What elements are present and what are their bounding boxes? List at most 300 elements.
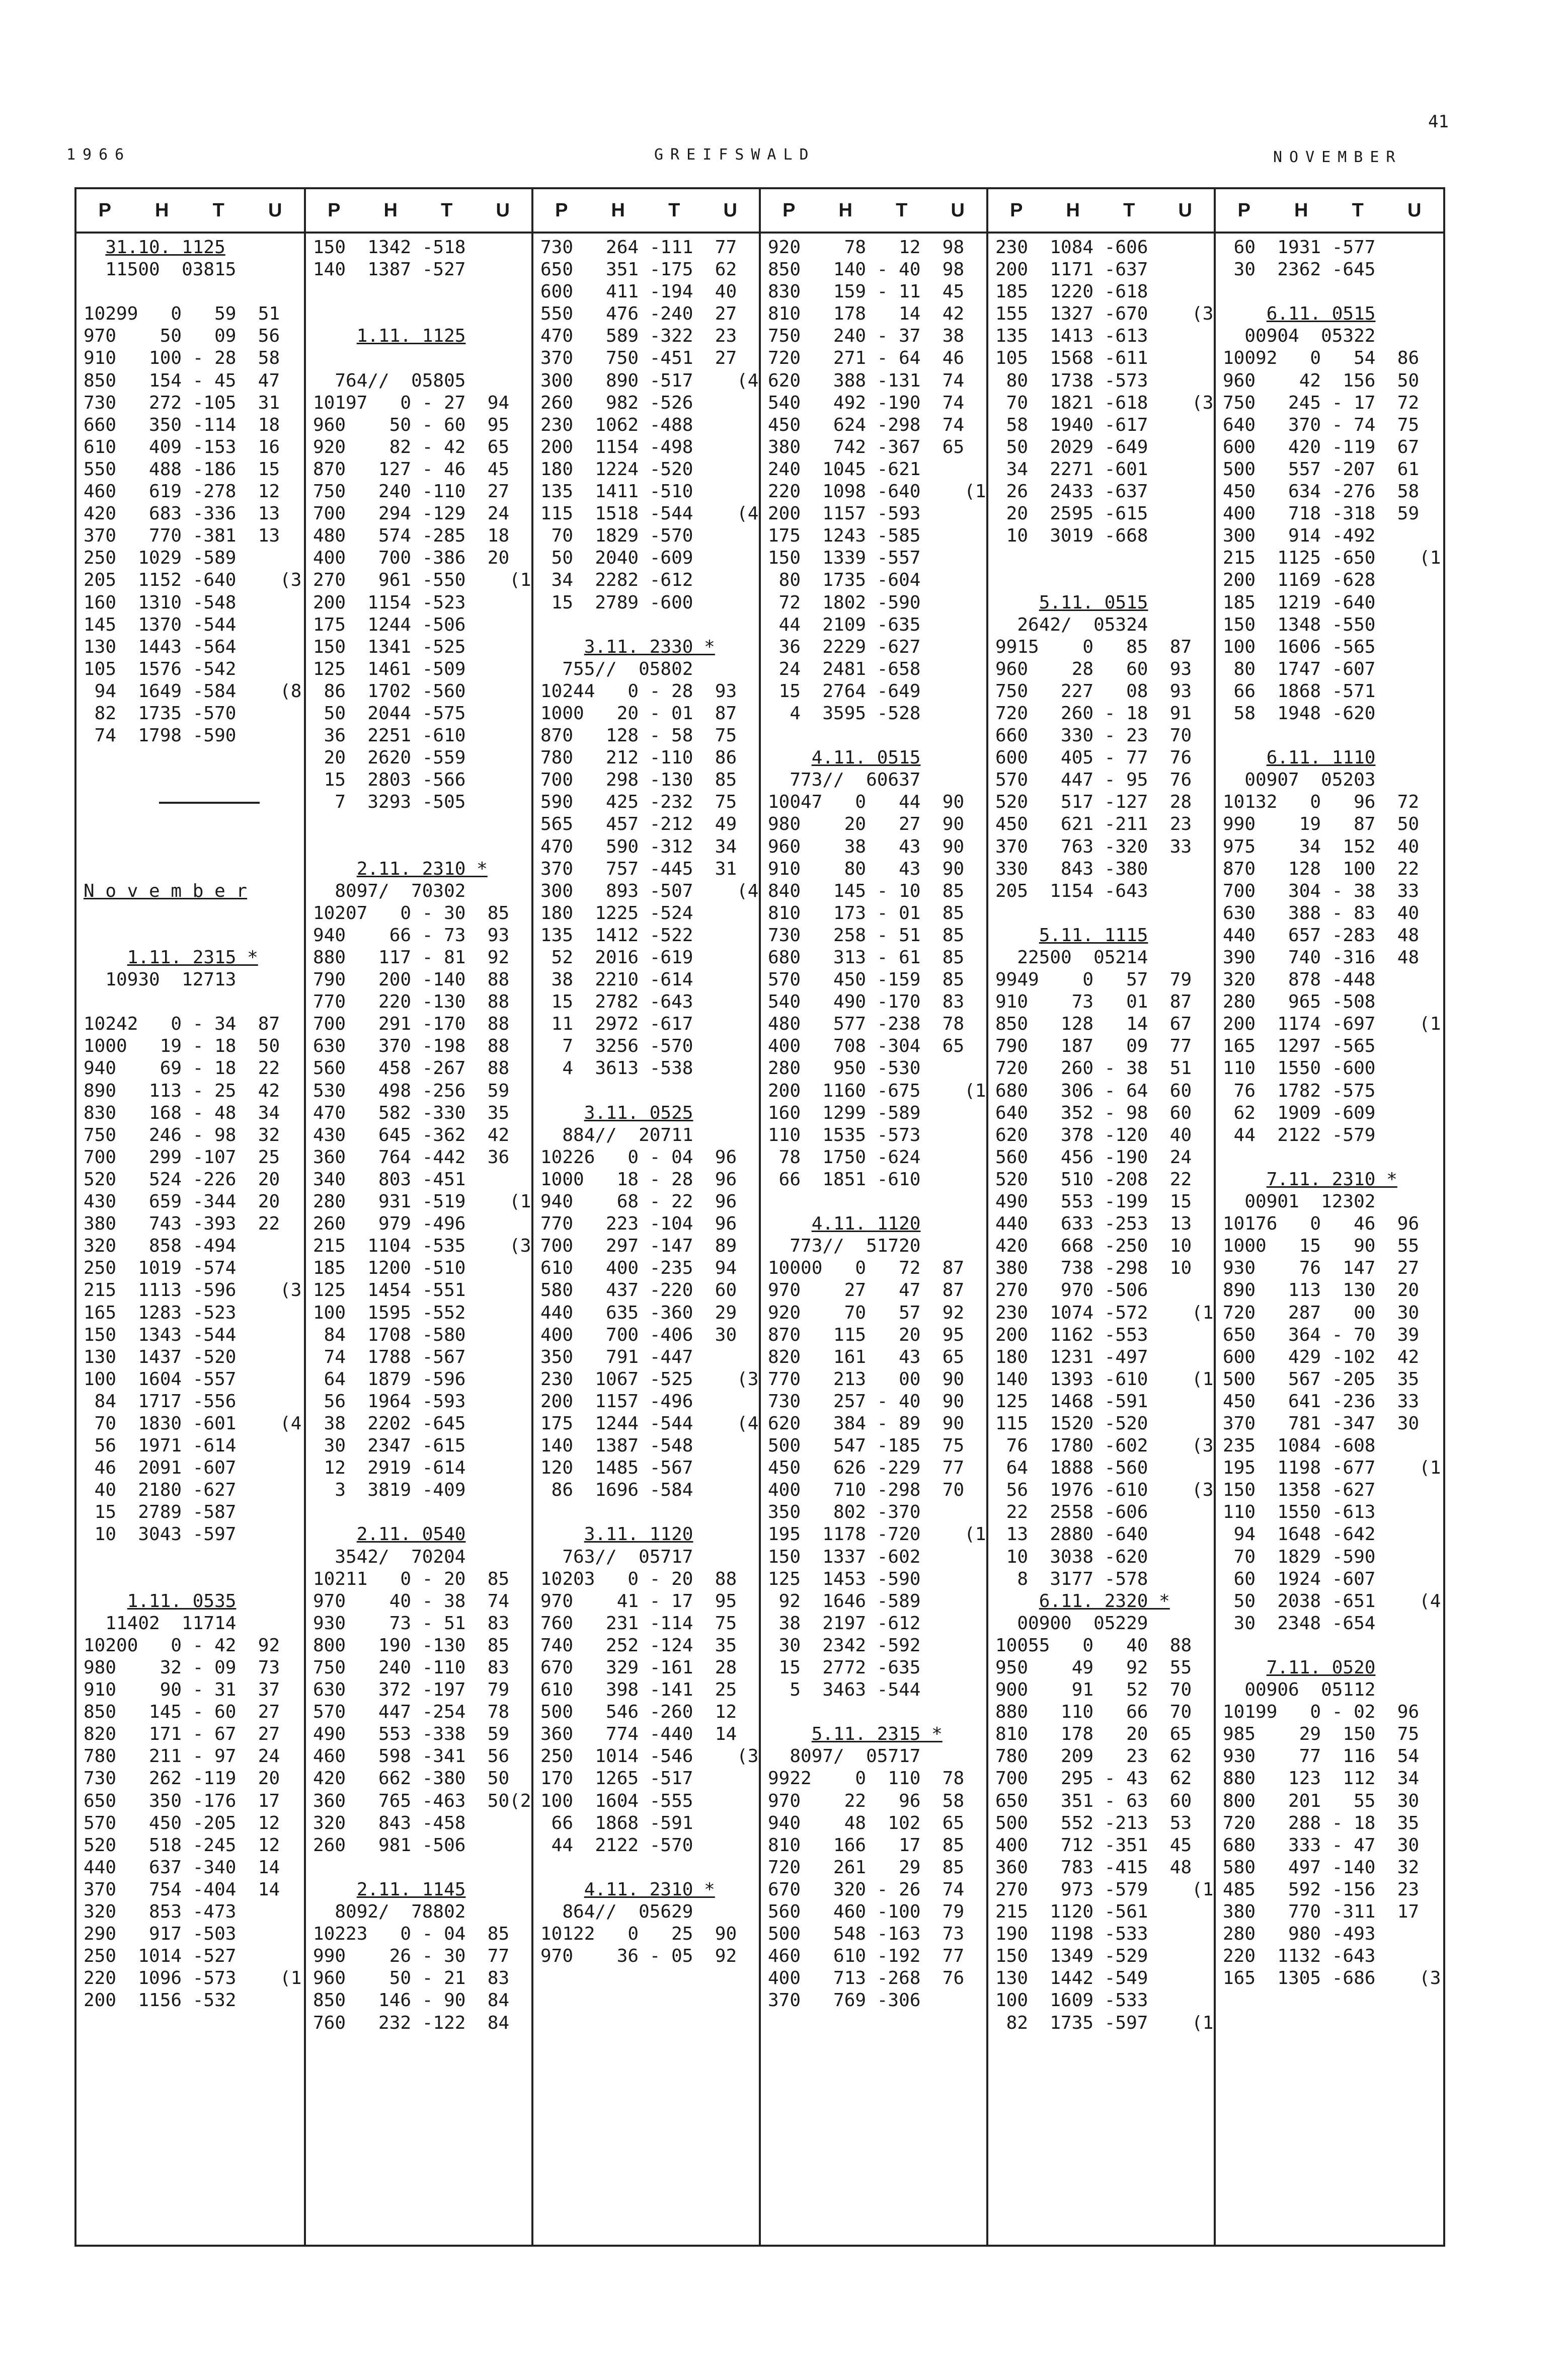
data-row: 550 488 -186 15 (84, 458, 280, 480)
data-row: 135 1411 -510 (540, 481, 693, 502)
data-row: 200 1174 -697 (1 (1223, 1014, 1441, 1035)
data-row: 10197 0 - 27 94 (313, 392, 510, 413)
data-row: 370 757 -445 31 (540, 858, 737, 879)
data-row: 420 683 -336 13 (84, 503, 280, 524)
data-row: 8097/ 05717 (768, 1746, 921, 1767)
blank-line (84, 991, 304, 1013)
data-row: 810 178 20 65 (995, 1724, 1192, 1745)
data-row: 730 264 -111 77 (540, 237, 737, 258)
data-row: 10244 0 - 28 93 (540, 680, 737, 702)
data-row: 920 78 12 98 (768, 237, 965, 258)
data-row: 640 352 - 98 60 (995, 1102, 1192, 1123)
data-row: 1000 15 90 55 (1223, 1236, 1420, 1257)
data-row: 850 140 - 40 98 (768, 259, 965, 280)
data-row: 970 50 09 56 (84, 326, 280, 347)
data-row: 94 1649 -584 (8 (84, 680, 302, 702)
data-row: 440 637 -340 14 (84, 1857, 280, 1878)
data-row: 940 69 - 18 22 (84, 1058, 280, 1079)
data-row: 38 2210 -614 (540, 969, 693, 990)
data-row: 00904 05322 (1223, 326, 1376, 347)
data-row: 650 351 - 63 60 (995, 1790, 1192, 1811)
data-row: 130 1437 -520 (84, 1346, 237, 1367)
data-row: 58 1948 -620 (1223, 703, 1376, 724)
data-row: 700 298 -130 85 (540, 770, 737, 791)
data-row: 370 750 -451 27 (540, 348, 737, 369)
data-row: 4 3613 -538 (540, 1058, 693, 1079)
data-row: 78 1750 -624 (768, 1146, 921, 1168)
blank-line (84, 1568, 304, 1590)
data-row: 215 1113 -596 (3 (84, 1280, 302, 1301)
data-row: 10223 0 - 04 85 (313, 1924, 510, 1945)
data-row: 485 592 -156 23 (1223, 1879, 1420, 1900)
data-row: 360 774 -440 14 (540, 1724, 737, 1745)
data-row: 1000 19 - 18 50 (84, 1036, 280, 1057)
data-row: 890 113 - 25 42 (84, 1080, 280, 1101)
data-row: 720 288 - 18 35 (1223, 1812, 1420, 1833)
column-body (306, 232, 531, 2245)
data-row: 370 770 -381 13 (84, 525, 280, 547)
data-row: 820 161 43 65 (768, 1346, 965, 1367)
data-row: 390 740 -316 48 (1223, 947, 1420, 968)
data-row: 270 970 -506 (995, 1280, 1148, 1301)
data-row: 10242 0 - 34 87 (84, 1014, 280, 1035)
data-row: 810 166 17 85 (768, 1834, 965, 1856)
header-label: U (268, 199, 282, 221)
data-row: 930 77 116 54 (1223, 1746, 1420, 1767)
data-row: 8097/ 70302 (313, 880, 466, 901)
sounding-title: 4.11. 0515 (811, 747, 921, 769)
blank-line (84, 281, 304, 303)
data-row: 700 299 -107 25 (84, 1146, 280, 1168)
data-row: 175 1243 -585 (768, 525, 921, 547)
column-header (761, 189, 986, 234)
data-row: 10 3038 -620 (995, 1546, 1148, 1567)
blank-line (84, 747, 304, 769)
data-row: 185 1219 -640 (1223, 592, 1376, 613)
header-label: T (212, 199, 224, 221)
column-body (533, 232, 759, 2245)
data-row: 670 329 -161 28 (540, 1657, 737, 1678)
data-row: 620 384 - 89 90 (768, 1413, 965, 1434)
data-row: 750 227 08 93 (995, 680, 1192, 702)
data-row: 9915 0 85 87 (995, 636, 1192, 657)
data-row: 180 1225 -524 (540, 902, 693, 924)
data-row: 180 1231 -497 (995, 1346, 1148, 1367)
blank-line (1223, 1635, 1443, 1657)
data-row: 570 447 - 95 76 (995, 770, 1192, 791)
data-row: 780 211 - 97 24 (84, 1746, 280, 1767)
data-row: 00907 05203 (1223, 770, 1376, 791)
data-row: 720 261 29 85 (768, 1857, 965, 1878)
data-row: 130 1442 -549 (995, 1968, 1148, 1989)
data-row: 400 700 -406 30 (540, 1324, 737, 1345)
data-row: 165 1283 -523 (84, 1302, 237, 1323)
data-row: 9949 0 57 79 (995, 969, 1192, 990)
data-row: 125 1454 -551 (313, 1280, 466, 1301)
data-row: 165 1305 -686 (3 (1223, 1968, 1441, 1989)
data-row: 790 187 09 77 (995, 1036, 1192, 1057)
data-row: 58 1940 -617 (995, 414, 1148, 435)
data-row: 50 2029 -649 (995, 436, 1148, 457)
data-row: 50 2044 -575 (313, 703, 466, 724)
data-row: 200 1162 -553 (995, 1324, 1148, 1345)
data-row: 770 223 -104 96 (540, 1213, 737, 1235)
data-row: 750 245 - 17 72 (1223, 392, 1420, 413)
data-row: 150 1343 -544 (84, 1324, 237, 1345)
blank-line (313, 813, 531, 835)
data-row: 185 1200 -510 (313, 1258, 466, 1279)
data-row: 80 1747 -607 (1223, 658, 1376, 679)
data-row: 470 582 -330 35 (313, 1102, 510, 1123)
data-row: 160 1310 -548 (84, 592, 237, 613)
data-row: 72 1802 -590 (768, 592, 921, 613)
data-row: 773// 51720 (768, 1236, 921, 1257)
data-row: 10176 0 46 96 (1223, 1213, 1420, 1235)
data-row: 76 1782 -575 (1223, 1080, 1376, 1101)
data-row: 190 1198 -533 (995, 1924, 1148, 1945)
data-row: 105 1568 -611 (995, 348, 1148, 369)
data-row: 10930 12713 (84, 969, 237, 990)
column-header (1216, 189, 1443, 234)
data-row: 10092 0 54 86 (1223, 348, 1420, 369)
data-row: 490 553 -338 59 (313, 1724, 510, 1745)
data-row: 36 2251 -610 (313, 725, 466, 746)
header-label: P (1237, 199, 1250, 221)
data-row: 570 450 -159 85 (768, 969, 965, 990)
data-row: 22 2558 -606 (995, 1502, 1148, 1523)
sounding-title: 6.11. 1110 (1266, 747, 1376, 769)
data-row: 400 710 -298 70 (768, 1480, 965, 1501)
data-row: 140 1387 -527 (313, 259, 466, 280)
header-label: T (668, 199, 680, 221)
data-row: 62 1909 -609 (1223, 1102, 1376, 1123)
data-row: 82 1735 -570 (84, 703, 237, 724)
data-row: 200 1156 -532 (84, 1990, 237, 2011)
data-row: 610 398 -141 25 (540, 1679, 737, 1701)
data-row: 7 3256 -570 (540, 1036, 693, 1057)
data-row: 30 2362 -645 (1223, 259, 1376, 280)
data-row: 600 411 -194 40 (540, 281, 737, 302)
data-row: 600 429 -102 42 (1223, 1346, 1420, 1367)
data-row: 230 1062 -488 (540, 414, 693, 435)
data-row: 30 2348 -654 (1223, 1613, 1376, 1634)
data-row: 10203 0 - 20 88 (540, 1568, 737, 1589)
data-row: 10299 0 59 51 (84, 303, 280, 325)
data-row: 13 2880 -640 (995, 1524, 1148, 1545)
data-row: 610 400 -235 94 (540, 1258, 737, 1279)
data-row: 650 364 - 70 39 (1223, 1324, 1420, 1345)
data-row: 830 159 - 11 45 (768, 281, 965, 302)
data-row: 360 783 -415 48 (995, 1857, 1192, 1878)
data-row: 24 2481 -658 (768, 658, 921, 679)
data-row: 200 1154 -523 (313, 592, 466, 613)
data-row: 360 764 -442 36 (313, 1146, 510, 1168)
data-row: 560 460 -100 79 (768, 1901, 965, 1923)
data-row: 890 113 130 20 (1223, 1280, 1420, 1301)
blank-line (313, 1501, 531, 1523)
blank-line (313, 347, 531, 369)
data-row: 350 802 -370 (768, 1502, 921, 1523)
data-row: 820 171 - 67 27 (84, 1724, 280, 1745)
data-row: 990 26 - 30 77 (313, 1946, 510, 1967)
sounding-title: 4.11. 2310 * (584, 1879, 715, 1900)
data-row: 420 668 -250 10 (995, 1236, 1192, 1257)
data-row: 250 1014 -546 (3 (540, 1746, 759, 1767)
data-row: 850 145 - 60 27 (84, 1702, 280, 1723)
sounding-title: 31.10. 1125 (105, 237, 225, 258)
data-row: 350 791 -447 (540, 1346, 693, 1367)
data-row: 120 1485 -567 (540, 1458, 693, 1479)
data-row: 950 49 92 55 (995, 1657, 1192, 1678)
data-row: 200 1154 -498 (540, 436, 693, 457)
sounding-title: 2.11. 1145 (356, 1879, 466, 1900)
data-row: 1000 20 - 01 87 (540, 703, 737, 724)
data-row: 970 40 - 38 74 (313, 1590, 510, 1612)
data-row: 500 548 -163 73 (768, 1924, 965, 1945)
header-label: P (555, 199, 568, 221)
data-row: 145 1370 -544 (84, 614, 237, 635)
sounding-title: 7.11. 2310 * (1266, 1169, 1397, 1190)
data-row: 10200 0 - 42 92 (84, 1635, 280, 1656)
data-row: 10226 0 - 04 96 (540, 1146, 737, 1168)
data-row: 60 1924 -607 (1223, 1568, 1376, 1589)
data-row: 320 843 -458 (313, 1812, 466, 1833)
data-row: 830 168 - 48 34 (84, 1102, 280, 1123)
data-row: 250 1029 -589 (84, 548, 237, 569)
data-row: 790 200 -140 88 (313, 969, 510, 990)
data-row: 570 447 -254 78 (313, 1702, 510, 1723)
data-row: 215 1120 -561 (995, 1901, 1148, 1923)
blank-line (1223, 725, 1443, 747)
data-row: 2642/ 05324 (995, 614, 1148, 635)
sounding-title: 5.11. 2315 * (811, 1724, 943, 1745)
data-row: 540 492 -190 74 (768, 392, 965, 413)
data-row: 700 295 - 43 62 (995, 1768, 1192, 1789)
data-row: 175 1244 -506 (313, 614, 466, 635)
data-row: 240 1045 -621 (768, 458, 921, 480)
data-row: 870 128 - 58 75 (540, 725, 737, 746)
data-row: 140 1393 -610 (1 (995, 1368, 1214, 1390)
table-column-3 (531, 189, 759, 2245)
data-row: 720 260 - 38 51 (995, 1058, 1192, 1079)
data-row: 200 1157 -496 (540, 1391, 693, 1412)
data-row: 66 1868 -591 (540, 1812, 693, 1833)
data-row: 870 115 20 95 (768, 1324, 965, 1345)
blank-line (540, 614, 759, 636)
data-row: 175 1244 -544 (4 (540, 1413, 759, 1434)
data-row: 630 370 -198 88 (313, 1036, 510, 1057)
data-row: 370 754 -404 14 (84, 1879, 280, 1900)
data-row: 770 220 -130 88 (313, 991, 510, 1013)
data-row: 110 1550 -600 (1223, 1058, 1376, 1079)
station-title: GREIFSWALD (654, 146, 816, 164)
data-row: 38 2202 -645 (313, 1413, 466, 1434)
data-row: 730 257 - 40 90 (768, 1391, 965, 1412)
data-row: 3542/ 70204 (313, 1546, 466, 1567)
data-row: 630 372 -197 79 (313, 1679, 510, 1701)
data-row: 250 1019 -574 (84, 1258, 237, 1279)
sounding-table (74, 187, 1445, 2247)
data-row: 125 1461 -509 (313, 658, 466, 679)
blank-line (995, 569, 1214, 591)
data-row: 470 589 -322 23 (540, 326, 737, 347)
blank-line (313, 303, 531, 325)
data-row: 15 2772 -635 (768, 1657, 921, 1678)
data-row: 150 1358 -627 (1223, 1480, 1376, 1501)
data-row: 650 351 -175 62 (540, 259, 737, 280)
data-row: 460 619 -278 12 (84, 481, 280, 502)
data-row: 64 1888 -560 (995, 1458, 1148, 1479)
sounding-title: 6.11. 0515 (1266, 303, 1376, 325)
data-row: 150 1337 -602 (768, 1546, 921, 1567)
data-row: 125 1453 -590 (768, 1568, 921, 1589)
sounding-title: 1.11. 0535 (127, 1590, 237, 1612)
sounding-title: 3.11. 0525 (584, 1102, 693, 1123)
data-row: 720 271 - 64 46 (768, 348, 965, 369)
data-row: 320 858 -494 (84, 1236, 237, 1257)
header-label: U (496, 199, 510, 221)
data-row: 470 590 -312 34 (540, 836, 737, 857)
data-row: 430 645 -362 42 (313, 1124, 510, 1145)
data-row: 74 1788 -567 (313, 1346, 466, 1367)
data-row: 195 1178 -720 (1 (768, 1524, 986, 1545)
data-row: 30 2347 -615 (313, 1435, 466, 1457)
blank-line (84, 925, 304, 947)
data-row: 235 1084 -608 (1223, 1435, 1376, 1457)
table-column-4 (759, 189, 986, 2245)
blank-line (768, 1701, 986, 1723)
data-row: 34 2271 -601 (995, 458, 1148, 480)
data-row: 980 32 - 09 73 (84, 1657, 280, 1678)
blank-line (995, 902, 1214, 925)
data-row: 800 190 -130 85 (313, 1635, 510, 1656)
data-row: 850 154 - 45 47 (84, 370, 280, 391)
column-body (761, 232, 986, 2245)
header-label: H (838, 199, 852, 221)
sounding-title: 2.11. 0540 (356, 1524, 466, 1545)
data-row: 320 878 -448 (1223, 969, 1376, 990)
data-row: 460 610 -192 77 (768, 1946, 965, 1967)
column-body (1216, 232, 1443, 2245)
table-column-5 (986, 189, 1214, 2245)
blank-line (313, 281, 531, 303)
data-row: 15 2803 -566 (313, 770, 466, 791)
data-row: 11402 11714 (84, 1613, 237, 1634)
table-column-1 (76, 189, 304, 2245)
data-row: 620 378 -120 40 (995, 1124, 1192, 1145)
data-row: 10055 0 40 88 (995, 1635, 1192, 1656)
data-row: 11 2972 -617 (540, 1014, 693, 1035)
column-header (988, 189, 1214, 234)
data-row: 330 843 -380 (995, 858, 1148, 879)
data-row: 680 333 - 47 30 (1223, 1834, 1420, 1856)
data-row: 960 38 43 90 (768, 836, 965, 857)
data-row: 730 272 -105 31 (84, 392, 280, 413)
data-row: 700 291 -170 88 (313, 1014, 510, 1035)
blank-line (540, 1501, 759, 1523)
data-row: 22500 05214 (995, 947, 1148, 968)
data-row: 620 388 -131 74 (768, 370, 965, 391)
data-row: 10199 0 - 02 96 (1223, 1702, 1420, 1723)
data-row: 150 1348 -550 (1223, 614, 1376, 635)
data-row: 150 1341 -525 (313, 636, 466, 657)
blank-line (84, 902, 304, 925)
data-row: 7 3293 -505 (313, 792, 466, 813)
data-row: 100 1609 -533 (995, 1990, 1148, 2011)
page-number: 41 (1428, 112, 1449, 132)
data-row: 215 1125 -650 (1 (1223, 548, 1441, 569)
data-row: 15 2782 -643 (540, 991, 693, 1013)
data-row: 250 1014 -527 (84, 1946, 237, 1967)
data-row: 630 388 - 83 40 (1223, 902, 1420, 924)
data-row: 290 917 -503 (84, 1924, 237, 1945)
data-row: 850 146 - 90 84 (313, 1990, 510, 2011)
data-row: 280 931 -519 (1 (313, 1191, 531, 1212)
data-row: 70 1829 -590 (1223, 1546, 1376, 1567)
data-row: 440 633 -253 13 (995, 1213, 1192, 1235)
data-row: 185 1220 -618 (995, 281, 1148, 302)
data-row: 100 1595 -552 (313, 1302, 466, 1323)
data-row: 440 657 -283 48 (1223, 925, 1420, 946)
data-row: 15 2789 -600 (540, 592, 693, 613)
column-body (988, 232, 1214, 2245)
data-row: 940 48 102 65 (768, 1812, 965, 1833)
data-row: 11500 03815 (84, 259, 237, 280)
data-row: 360 765 -463 50(2 (313, 1790, 531, 1811)
header-label: U (1407, 199, 1422, 221)
month-label: NOVEMBER (1273, 148, 1402, 166)
data-row: 565 457 -212 49 (540, 814, 737, 835)
data-row: 205 1152 -640 (3 (84, 570, 302, 591)
data-row: 660 330 - 23 70 (995, 725, 1192, 746)
data-row: 400 708 -304 65 (768, 1036, 965, 1057)
data-row: 44 2109 -635 (768, 614, 921, 635)
data-row: 66 1868 -571 (1223, 680, 1376, 702)
data-row: 840 145 - 10 85 (768, 880, 965, 901)
data-row: 15 2789 -587 (84, 1502, 237, 1523)
data-row: 160 1299 -589 (768, 1102, 921, 1123)
data-row: 230 1074 -572 (1 (995, 1302, 1214, 1323)
data-row: 560 458 -267 88 (313, 1058, 510, 1079)
sounding-title: 6.11. 2320 * (1039, 1590, 1170, 1612)
data-row: 10 3043 -597 (84, 1524, 237, 1545)
data-row: 34 2282 -612 (540, 570, 693, 591)
data-row: 720 287 00 30 (1223, 1302, 1420, 1323)
data-row: 76 1780 -602 (3 (995, 1435, 1214, 1457)
data-row: 165 1297 -565 (1223, 1036, 1376, 1057)
data-row: 740 252 -124 35 (540, 1635, 737, 1656)
data-row: 870 128 100 22 (1223, 858, 1420, 879)
data-row: 920 82 - 42 65 (313, 436, 510, 457)
sounding-title: 1.11. 1125 (356, 326, 466, 347)
header-label: T (441, 199, 453, 221)
data-row: 320 853 -473 (84, 1901, 237, 1923)
data-row: 1000 18 - 28 96 (540, 1169, 737, 1190)
data-row: 80 1738 -573 (995, 370, 1148, 391)
data-row: 730 258 - 51 85 (768, 925, 965, 946)
data-row: 80 1735 -604 (768, 570, 921, 591)
separator-line (84, 791, 304, 813)
data-row: 50 2038 -651 (4 (1223, 1590, 1441, 1612)
data-row: 700 297 -147 89 (540, 1236, 737, 1257)
data-row: 260 982 -526 (540, 392, 693, 413)
data-row: 5 3463 -544 (768, 1679, 921, 1701)
data-row: 750 240 - 37 38 (768, 326, 965, 347)
data-row: 400 712 -351 45 (995, 1834, 1192, 1856)
data-row: 500 567 -205 35 (1223, 1368, 1420, 1390)
data-row: 40 2180 -627 (84, 1480, 237, 1501)
data-row: 580 497 -140 32 (1223, 1857, 1420, 1878)
